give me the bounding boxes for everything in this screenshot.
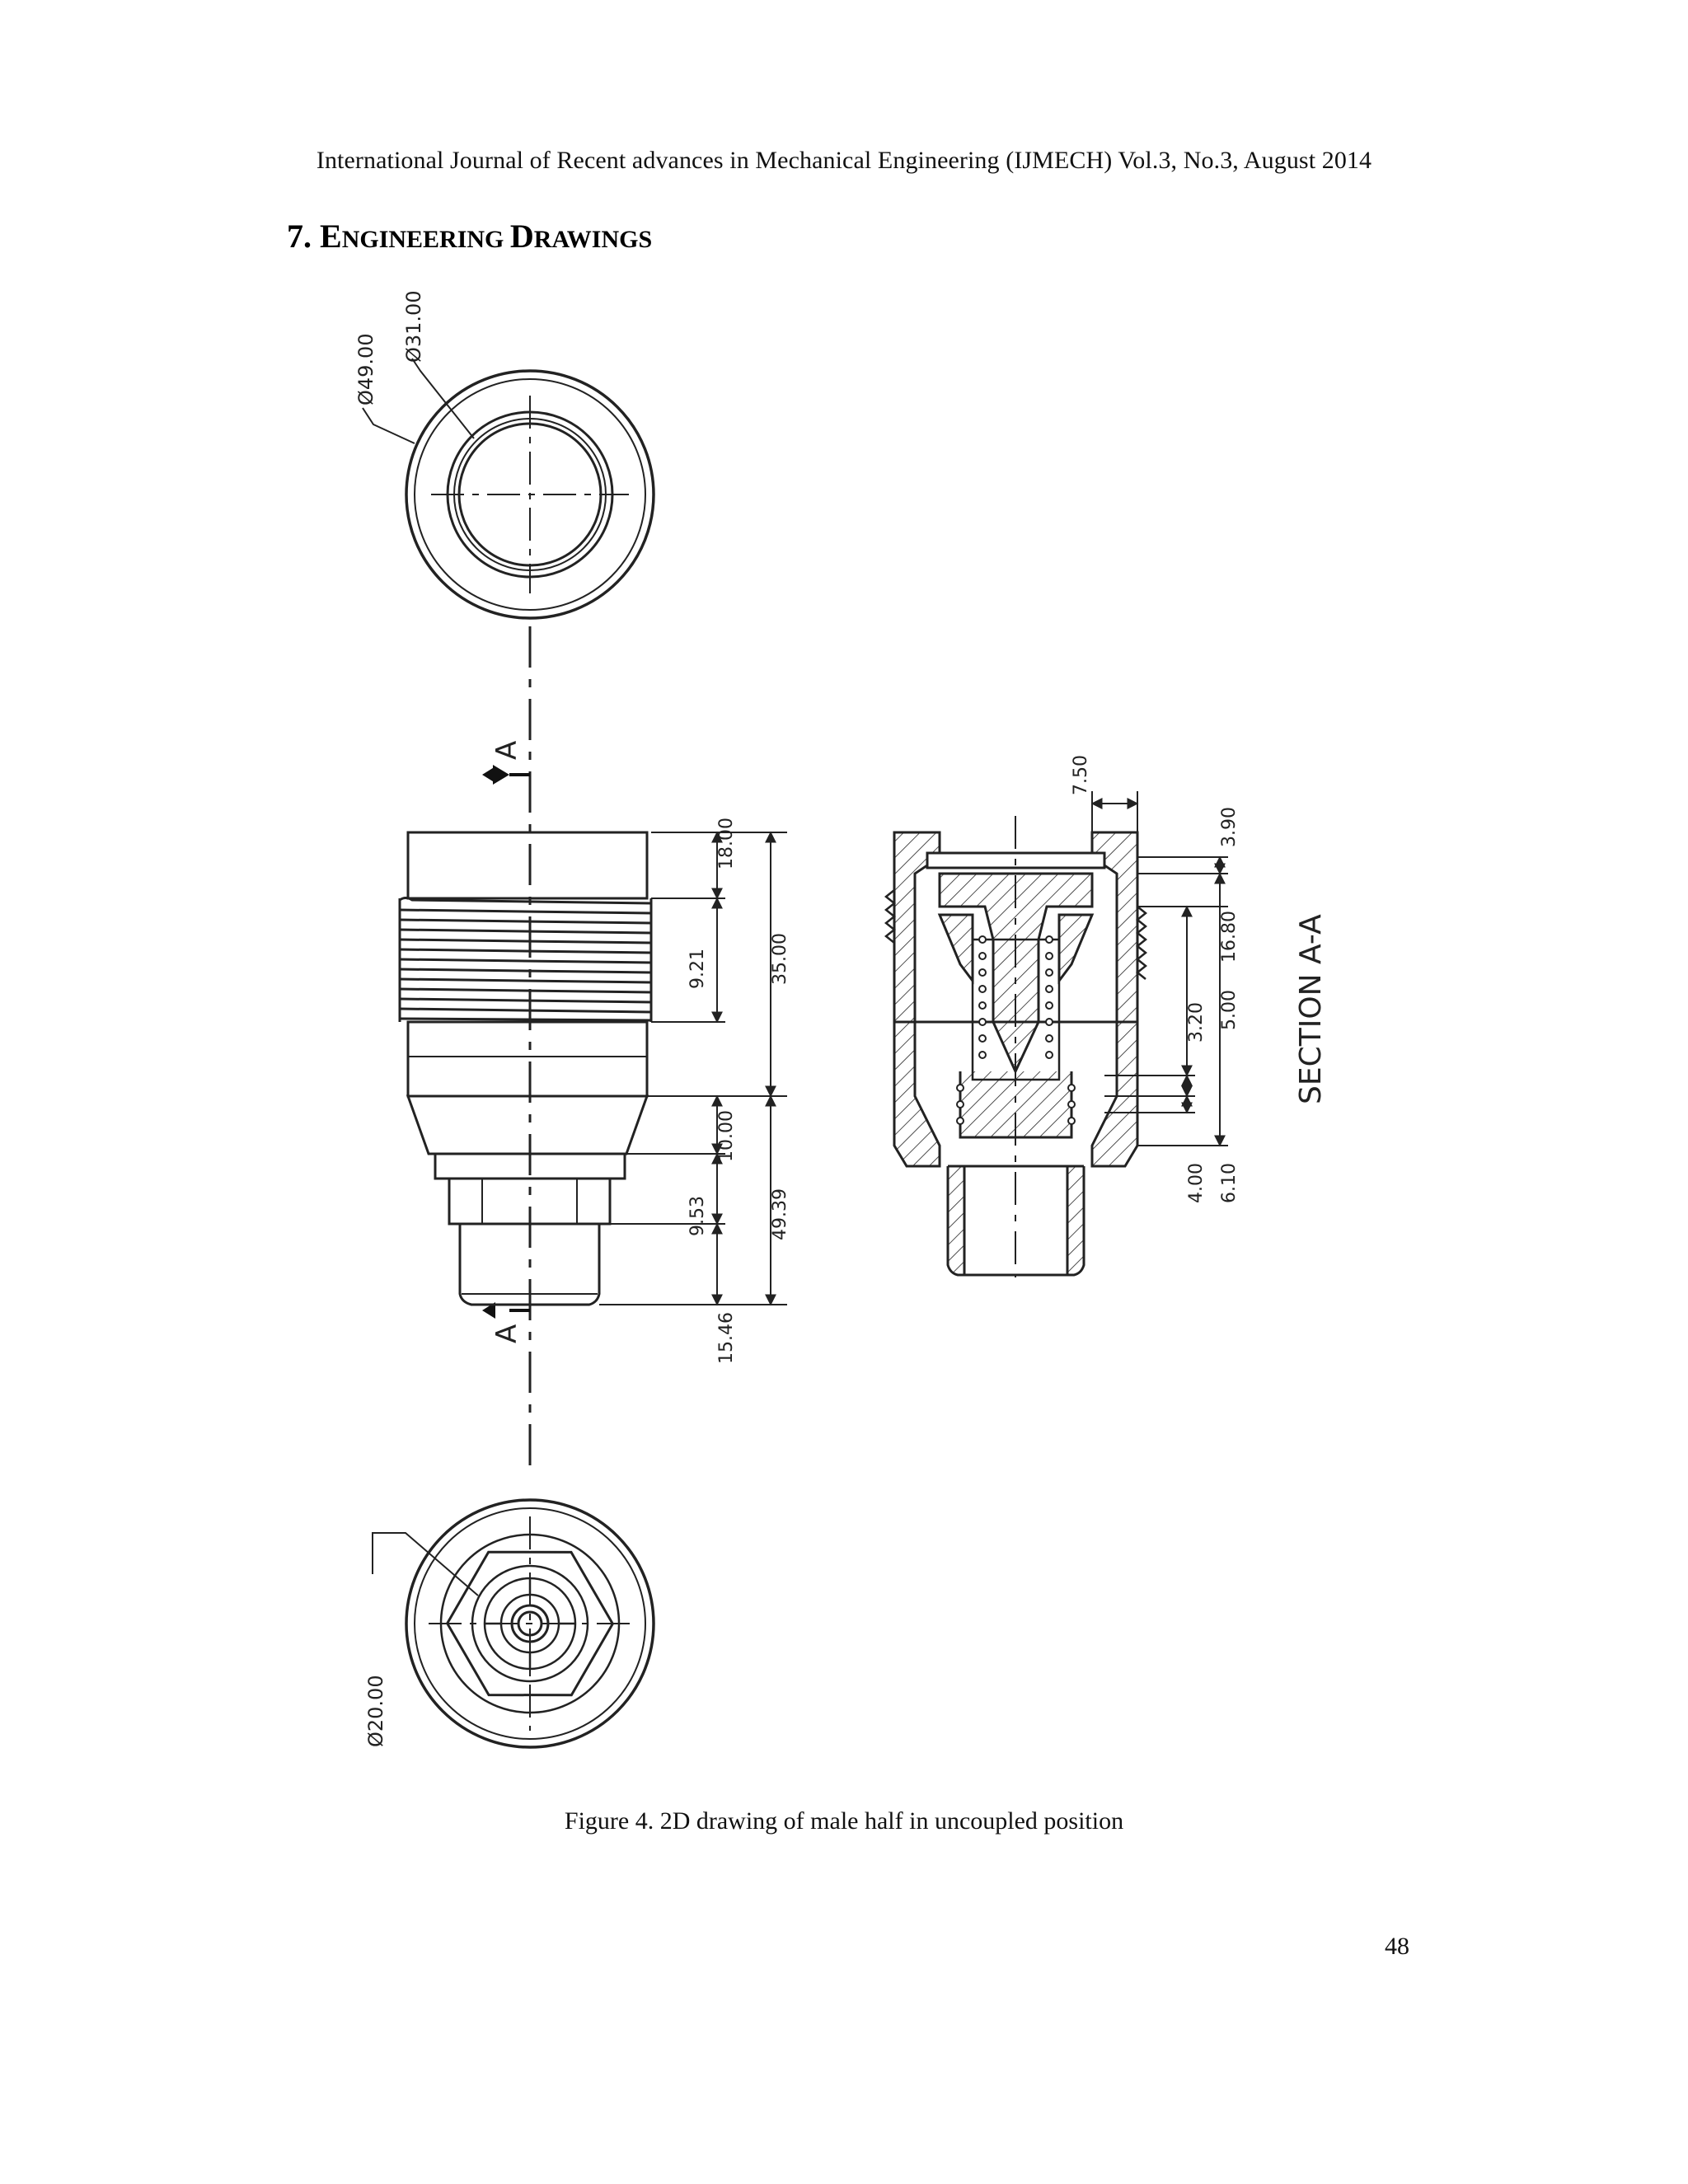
outer-diameter-label: Ø49.00 [354,333,377,405]
bottom-diameter-label: Ø20.00 [364,1675,387,1747]
section-marker-top [482,765,530,785]
dim-3-20: 3.20 [1186,1002,1207,1043]
section-marker-top-label: A [490,740,523,760]
dim-3-90: 3.90 [1219,807,1240,847]
side-view-taper [408,1096,647,1154]
inner-diameter-label: Ø31.00 [402,290,425,363]
section-title-cap-2: D [509,218,534,255]
engineering-drawing-figure [313,280,1385,1780]
side-view-threads [400,898,651,1023]
figure-caption: Figure 4. 2D drawing of male half in uncoupled position [564,1807,1124,1835]
dim-18-00: 18.00 [716,818,737,869]
section-title-rest-1: NGINEERING [341,226,510,253]
dim-15-46: 15.46 [716,1312,737,1364]
dim-6-10: 6.10 [1219,1163,1240,1203]
dim-4-00: 4.00 [1186,1163,1207,1203]
engineering-drawing [313,280,1385,1780]
side-view-body [408,1022,647,1096]
running-header: International Journal of Recent advances in Mechanical Engineering (IJMECH) Vol.3, No.3, August 2014 [316,147,1372,174]
dim-16-80: 16.80 [1219,911,1240,963]
section-heading [287,217,652,255]
dim-10-00: 10.00 [716,1110,737,1162]
outer-diameter-leader [363,408,415,443]
side-view-cap [408,832,647,898]
dim-7-50: 7.50 [1071,755,1091,795]
section-number: 7. [287,218,312,255]
section-title-rest-2: RAWINGS [533,226,653,253]
section-marker-bottom-label: A [490,1324,523,1343]
dim-49-39: 49.39 [770,1188,790,1240]
page-number: 48 [1385,1933,1409,1960]
dim-9-53: 9.53 [687,1196,708,1236]
top-view [363,359,654,618]
section-title-cap-1: E [320,218,342,255]
dim-5-00: 5.00 [1219,990,1240,1030]
section-view-title: SECTION A-A [1294,914,1328,1104]
dim-9-21: 9.21 [687,949,708,989]
bottom-diameter-leader [373,1533,478,1596]
side-view [400,832,651,1305]
bottom-view [373,1500,654,1747]
dim-35-00: 35.00 [770,933,790,985]
